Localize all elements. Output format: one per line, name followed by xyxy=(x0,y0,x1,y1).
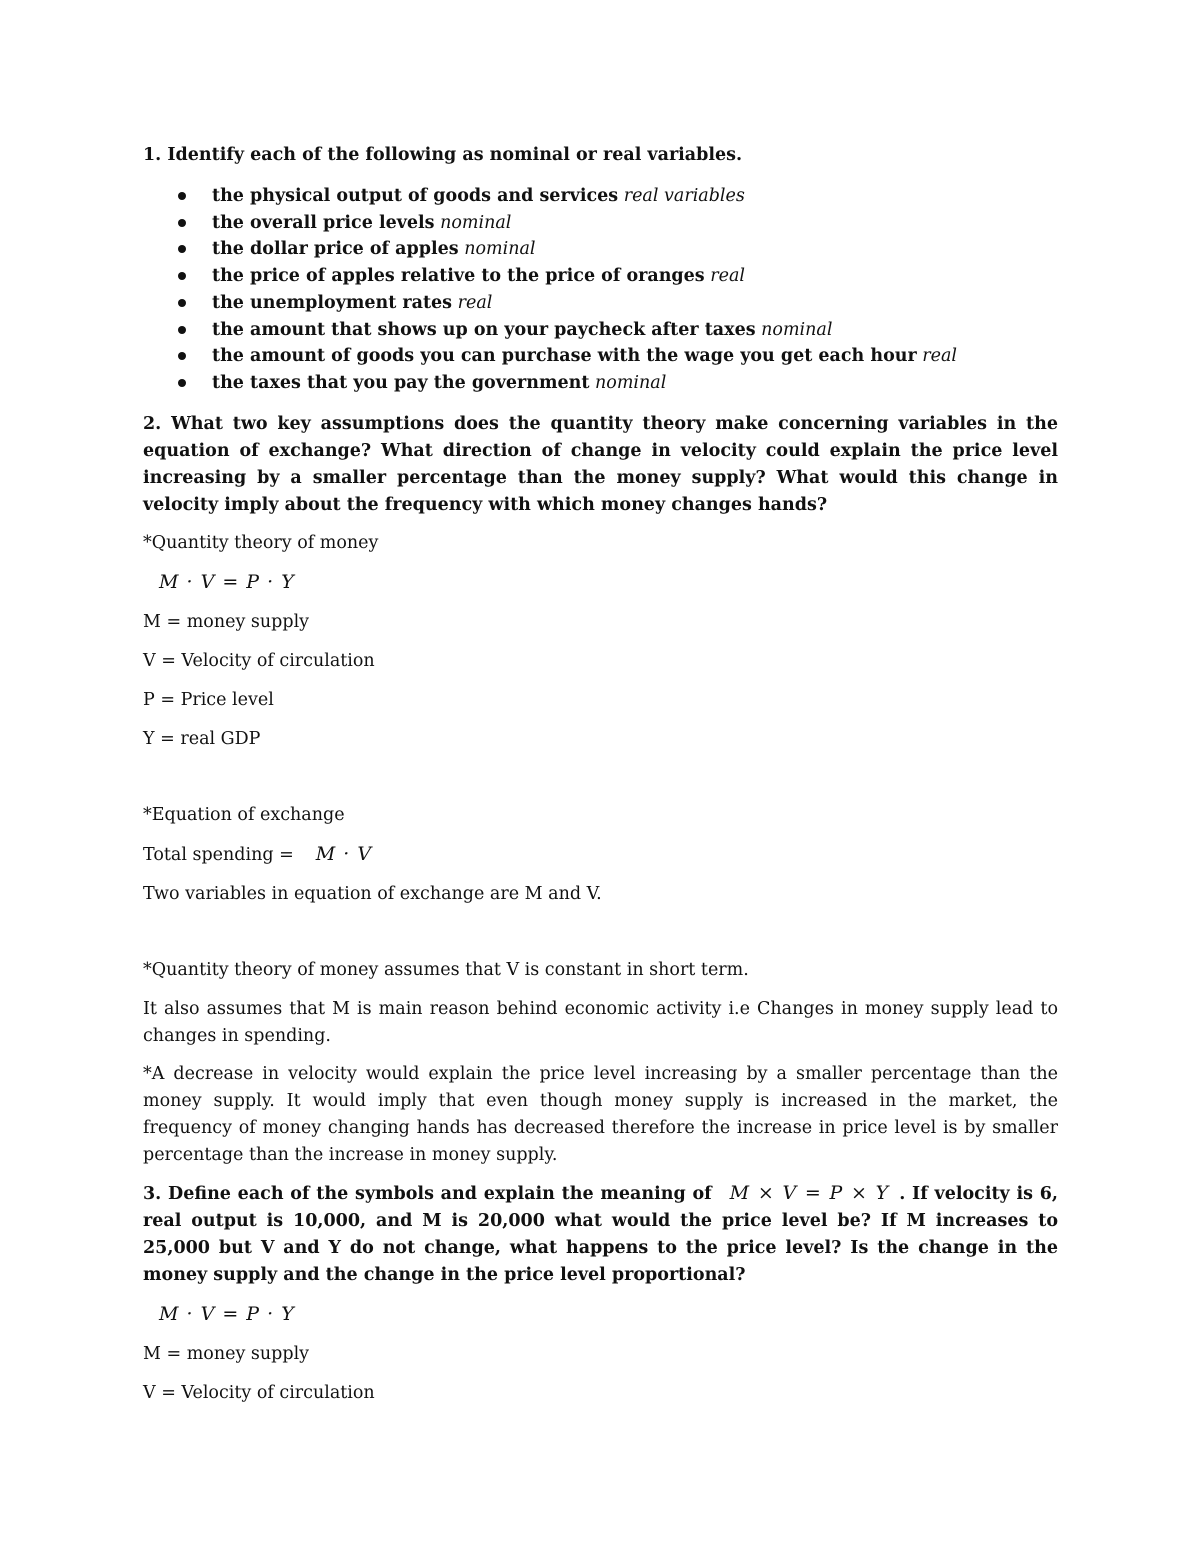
bullet-icon xyxy=(178,326,186,334)
question-3-title: 3. Define each of the symbols and explain the meaning of M × V = P × Y . If velocity is 6, real output is 10,000, and M is 20,000 what would the price level be? If M increases to 25,000 but V and Y do not change, what happens to the price level? Is the change in the money supply and the change in the price level proportional? xyxy=(143,1181,1059,1285)
bullet-icon xyxy=(178,379,186,387)
bullet-icon xyxy=(178,245,186,253)
list-item: the taxes that you pay the government nominal xyxy=(143,370,1058,397)
question-2-title: 2. What two key assumptions does the quantity theory make concerning variables in the equation of exchange? What direction of change in velocity could explain the price level increasing by a smaller percentage than the money supply? What would this change in velocity imply about the frequency with which money changes hands? xyxy=(143,413,1058,515)
two-variables: Two variables in equation of exchange are M and V. xyxy=(143,883,602,904)
bullet-icon xyxy=(178,299,186,307)
list-item: the price of apples relative to the price of oranges real xyxy=(143,263,1058,290)
document-page xyxy=(143,142,1058,1407)
assumption-2: It also assumes that M is main reason behind economic activity i.e Changes in money supply lead to changes in spending. xyxy=(143,998,1058,1046)
q3-definition-m: M = money supply xyxy=(143,1343,310,1364)
q3-definition-v: V = Velocity of circulation xyxy=(143,1382,375,1403)
question-1-title: 1. Identify each of the following as nominal or real variables. xyxy=(143,145,743,165)
definition-v: V = Velocity of circulation xyxy=(143,650,375,671)
bullet-icon xyxy=(178,219,186,227)
list-item: the physical output of goods and services real variables xyxy=(143,183,1058,210)
bullet-icon xyxy=(178,352,186,360)
list-item: the dollar price of apples nominal xyxy=(143,236,1058,263)
bullet-icon xyxy=(178,272,186,280)
qtm-equation: M · V = P · Y xyxy=(159,570,295,593)
variables-list xyxy=(143,183,1058,397)
q3-equation: M · V = P · Y xyxy=(159,1302,295,1325)
eoe-heading: *Equation of exchange xyxy=(143,804,345,825)
qtm-heading: *Quantity theory of money xyxy=(143,532,379,553)
assumption-1: *Quantity theory of money assumes that V is constant in short term. xyxy=(143,959,749,980)
total-spending: Total spending = M · V xyxy=(143,842,373,865)
bullet-icon xyxy=(178,192,186,200)
definition-p: P = Price level xyxy=(143,689,274,710)
velocity-answer: *A decrease in velocity would explain the price level increasing by a smaller percentage than the money supply. It would imply that even though money supply is increased in the market, the frequency of money changing hands has decreased therefore the increase in price level is by smaller percentage than the increase in money supply. xyxy=(143,1063,1058,1165)
list-item: the unemployment rates real xyxy=(143,290,1058,317)
list-item: the amount that shows up on your paycheck after taxes nominal xyxy=(143,317,1058,344)
definition-y: Y = real GDP xyxy=(143,728,261,749)
list-item: the amount of goods you can purchase with the wage you get each hour real xyxy=(143,343,1058,370)
list-item: the overall price levels nominal xyxy=(143,210,1058,237)
definition-m: M = money supply xyxy=(143,611,310,632)
